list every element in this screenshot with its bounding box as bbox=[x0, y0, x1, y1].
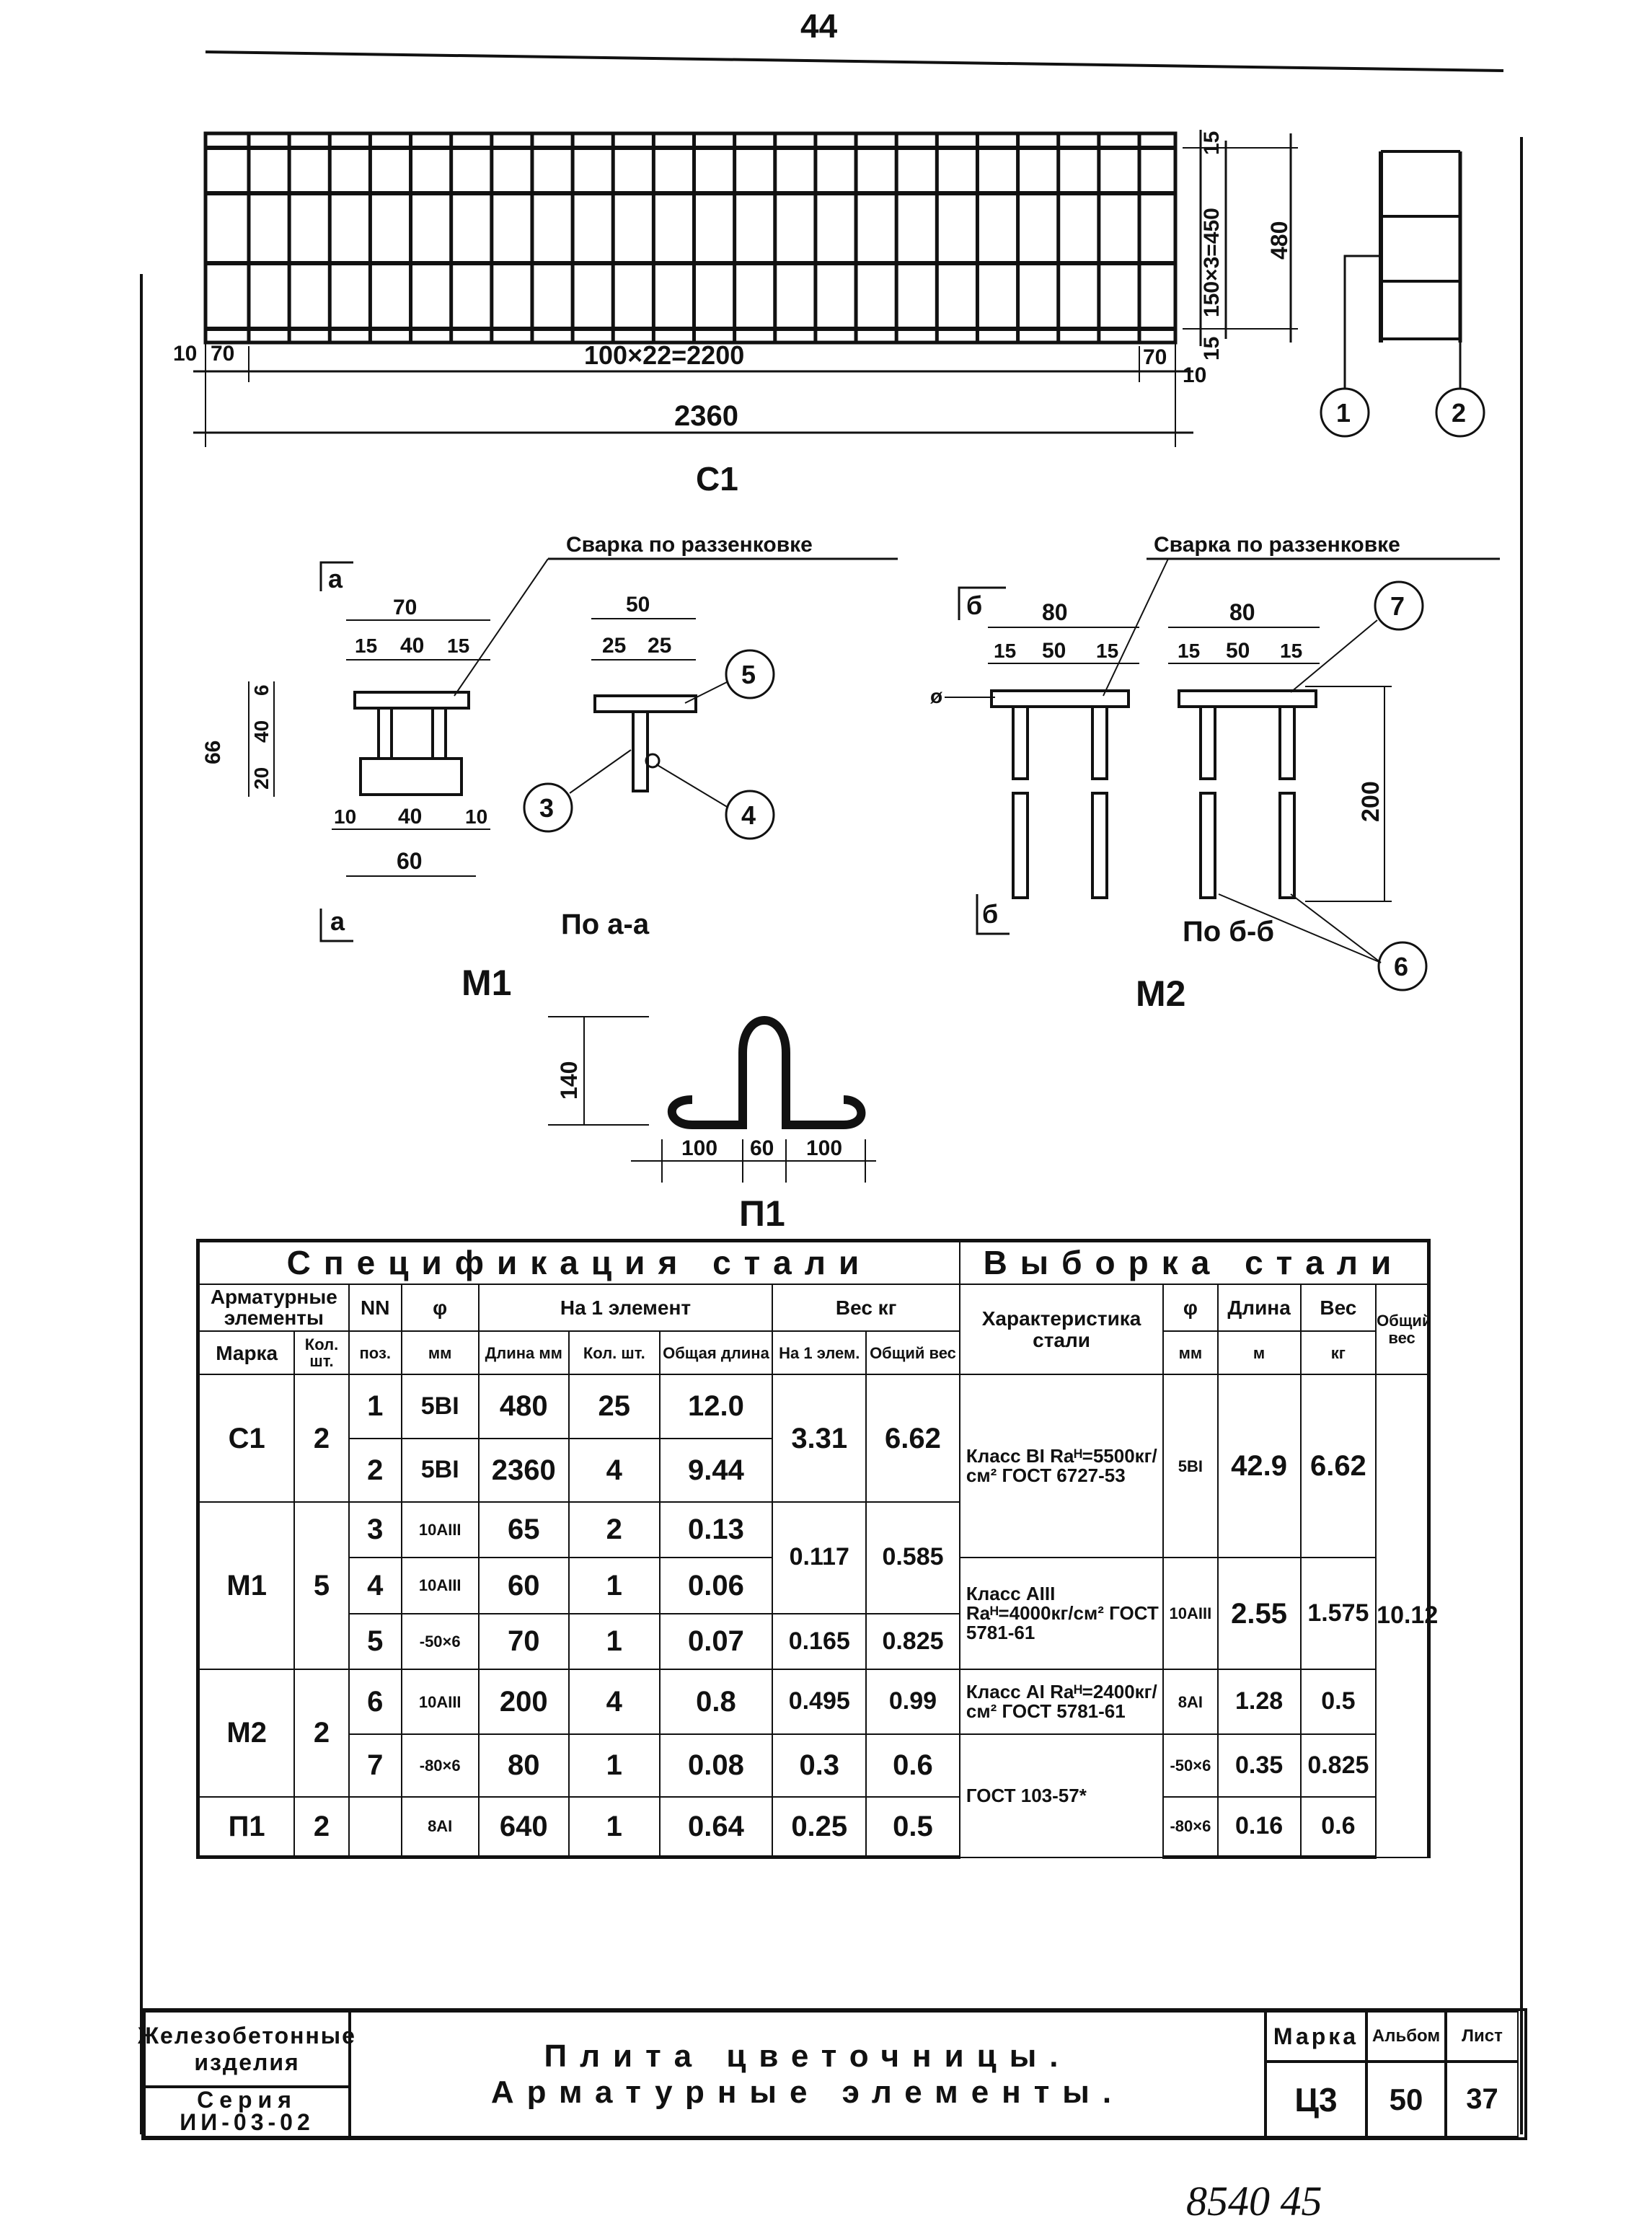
dim-m1-6: 6 bbox=[250, 684, 273, 696]
cell-sel-dia: 10AIII bbox=[1163, 1558, 1217, 1669]
m2-bar bbox=[1092, 707, 1107, 779]
cell-pos: 6 bbox=[349, 1669, 402, 1734]
cell-qty: 2 bbox=[569, 1502, 660, 1558]
table-row bbox=[198, 1374, 1429, 1438]
dim-length-2360: 2360 bbox=[674, 400, 738, 432]
dim-m1-40b: 40 bbox=[398, 805, 423, 829]
mark-c1: С1 bbox=[696, 460, 738, 498]
cell-pos: 7 bbox=[349, 1734, 402, 1796]
mark-p1: П1 bbox=[739, 1193, 785, 1234]
m2-weld-note: Сварка по раззенковке bbox=[1154, 533, 1400, 557]
cell-total-len: 12.0 bbox=[660, 1374, 773, 1438]
cell-total-len: 0.64 bbox=[660, 1797, 773, 1857]
dim-m1-15b: 15 bbox=[447, 635, 470, 657]
mark-m1: М1 bbox=[461, 963, 512, 1003]
cell-len: 65 bbox=[479, 1502, 570, 1558]
dim-m2-15a: 15 bbox=[994, 640, 1017, 662]
cell-mark: М1 bbox=[198, 1502, 295, 1669]
position-3-label: 3 bbox=[539, 793, 555, 823]
dim-p1-100a: 100 bbox=[681, 1136, 718, 1160]
m2-plate-left bbox=[991, 691, 1128, 707]
leader-line bbox=[454, 559, 548, 696]
cell-char: Класс AIII Raᴴ=4000кг/см² ГОСТ 5781-61 bbox=[960, 1558, 1163, 1669]
mesh-c1 bbox=[173, 130, 1484, 498]
stamp-series-label: Серия bbox=[144, 2087, 350, 2112]
dim-m1-25a: 25 bbox=[602, 634, 627, 658]
dim-m1-66: 66 bbox=[201, 740, 225, 764]
cell-pos bbox=[349, 1797, 402, 1857]
dim-m1-60: 60 bbox=[397, 848, 423, 874]
hdr-weight2: Вес bbox=[1301, 1284, 1377, 1331]
cell-pos: 1 bbox=[349, 1374, 402, 1438]
m1-plate-top bbox=[355, 692, 469, 708]
dim-p1-60: 60 bbox=[750, 1136, 774, 1160]
cell-count: 5 bbox=[294, 1502, 348, 1669]
cell-char: ГОСТ 103-57* bbox=[960, 1734, 1163, 1857]
cell-w1: 0.117 bbox=[772, 1502, 866, 1614]
cell-sel-dia: 8AI bbox=[1163, 1669, 1217, 1734]
dim-m1-40: 40 bbox=[400, 634, 425, 658]
section-a-top: а bbox=[328, 564, 343, 593]
cell-qty: 25 bbox=[569, 1374, 660, 1438]
dim-m1-25b: 25 bbox=[648, 634, 672, 658]
hdr-qty: Кол. шт. bbox=[294, 1331, 348, 1374]
cell-count: 2 bbox=[294, 1797, 348, 1857]
leader-line bbox=[1345, 256, 1381, 389]
cell-dia: 5BI bbox=[402, 1374, 479, 1438]
dim-spacing-horizontal: 100×22=2200 bbox=[584, 340, 745, 370]
cell-len: 640 bbox=[479, 1797, 570, 1857]
cell-qty: 4 bbox=[569, 1439, 660, 1502]
cell-len: 80 bbox=[479, 1734, 570, 1796]
cell-char: Класс BI Raᴴ=5500кг/см² ГОСТ 6727-53 bbox=[960, 1374, 1163, 1558]
cell-sel-w: 0.6 bbox=[1301, 1797, 1377, 1857]
cell-wt: 0.5 bbox=[866, 1797, 960, 1857]
m1-bar-right bbox=[433, 708, 446, 759]
dim-15-top: 15 bbox=[1200, 131, 1224, 155]
hdr-length2: Длина bbox=[1218, 1284, 1301, 1331]
stamp-hdr-mark: Марка bbox=[1265, 2011, 1366, 2062]
cell-char: Класс AI Raᴴ=2400кг/см² ГОСТ 5781-61 bbox=[960, 1669, 1163, 1734]
dim-15-bottom: 15 bbox=[1200, 336, 1224, 361]
cell-pos: 4 bbox=[349, 1558, 402, 1613]
hdr-m: м bbox=[1218, 1331, 1301, 1374]
cell-count: 2 bbox=[294, 1669, 348, 1796]
cell-total-len: 0.08 bbox=[660, 1734, 773, 1796]
stamp-mark: Ц3 bbox=[1265, 2062, 1366, 2137]
part-m2 bbox=[930, 533, 1500, 1014]
cell-w1: 0.25 bbox=[772, 1797, 866, 1857]
dim-p1-140: 140 bbox=[556, 1061, 582, 1100]
hdr-mm2: мм bbox=[1163, 1331, 1217, 1374]
cell-pos: 2 bbox=[349, 1439, 402, 1502]
cell-mark: С1 bbox=[198, 1374, 295, 1501]
stamp-title-line1: Плита цветочницы. bbox=[544, 2038, 1072, 2074]
section-a-caption: По а-а bbox=[561, 909, 650, 940]
hdr-mark: Марка bbox=[198, 1331, 295, 1374]
stamp-album: 50 bbox=[1366, 2062, 1446, 2137]
cell-sel-len: 0.35 bbox=[1218, 1734, 1301, 1796]
cell-total-len: 0.13 bbox=[660, 1502, 773, 1558]
cell-pos: 5 bbox=[349, 1614, 402, 1669]
dim-m1-10a: 10 bbox=[334, 805, 357, 828]
hdr-characteristic: Характеристика стали bbox=[960, 1284, 1163, 1375]
cell-total-len: 0.8 bbox=[660, 1669, 773, 1734]
dim-m2-15b: 15 bbox=[1096, 640, 1119, 662]
cell-mark: М2 bbox=[198, 1669, 295, 1796]
leader-line bbox=[1291, 894, 1381, 963]
p1-loop-shape bbox=[672, 1020, 862, 1125]
hdr-pos: поз. bbox=[349, 1331, 402, 1374]
section-a-bar bbox=[633, 712, 648, 791]
cell-len: 2360 bbox=[479, 1439, 570, 1502]
part-m1 bbox=[201, 533, 898, 1003]
cell-dia: 8AI bbox=[402, 1797, 479, 1857]
table-row bbox=[198, 1797, 1429, 1857]
sheet-number: 44 bbox=[800, 7, 838, 45]
cell-sel-w: 0.825 bbox=[1301, 1734, 1377, 1796]
m1-weld-note: Сварка по раззенковке bbox=[566, 533, 813, 557]
cell-dia: 10AIII bbox=[402, 1502, 479, 1558]
dim-m2-50a: 50 bbox=[1042, 639, 1066, 663]
dim-m2-50b: 50 bbox=[1226, 639, 1250, 663]
cell-sel-len: 2.55 bbox=[1218, 1558, 1301, 1669]
cell-w1: 0.495 bbox=[772, 1669, 866, 1734]
dim-m1-70: 70 bbox=[393, 596, 418, 619]
m2-bar bbox=[1280, 707, 1294, 779]
hdr-weight: Вес кг bbox=[772, 1284, 959, 1331]
spec-title: Спецификация стали bbox=[198, 1241, 960, 1284]
table-row bbox=[198, 1734, 1429, 1796]
cell-qty: 1 bbox=[569, 1734, 660, 1796]
hdr-elements: Арматурные элементы bbox=[198, 1284, 349, 1331]
dim-p1-100b: 100 bbox=[806, 1136, 843, 1160]
select-title: Выборка стали bbox=[960, 1241, 1429, 1284]
cell-dia: 5BI bbox=[402, 1439, 479, 1502]
leader-line bbox=[1291, 620, 1377, 692]
hdr-kg: кг bbox=[1301, 1331, 1377, 1374]
hdr-total-length: Общая длина bbox=[660, 1331, 773, 1374]
cell-sel-w: 6.62 bbox=[1301, 1374, 1377, 1558]
hdr-nn: NN bbox=[349, 1284, 402, 1331]
m2-plate-right bbox=[1179, 691, 1316, 707]
dim-m2-80b: 80 bbox=[1229, 599, 1255, 625]
hdr-total-weight: Общий вес bbox=[866, 1331, 960, 1374]
position-5-label: 5 bbox=[741, 660, 756, 689]
leader-line bbox=[685, 681, 728, 703]
hdr-per-element: На 1 элемент bbox=[479, 1284, 773, 1331]
header-rule bbox=[206, 52, 1503, 71]
mark-m2: М2 bbox=[1136, 973, 1186, 1014]
dim-m2-80a: 80 bbox=[1042, 599, 1068, 625]
dim-m2-200: 200 bbox=[1357, 781, 1384, 822]
section-b-caption: По б-б bbox=[1183, 916, 1275, 947]
dim-m1-20: 20 bbox=[250, 767, 273, 790]
stamp-hdr-album: Альбом bbox=[1366, 2011, 1446, 2062]
cell-sel-len: 1.28 bbox=[1218, 1669, 1301, 1734]
cell-wt: 0.6 bbox=[866, 1734, 960, 1796]
cell-qty: 4 bbox=[569, 1669, 660, 1734]
hdr-phi: φ bbox=[402, 1284, 479, 1331]
dim-10-right: 10 bbox=[1183, 363, 1207, 387]
cell-wt: 6.62 bbox=[866, 1374, 960, 1501]
stamp-sheet: 37 bbox=[1446, 2062, 1519, 2137]
cell-total-len: 0.07 bbox=[660, 1614, 773, 1669]
m2-bar bbox=[1013, 793, 1028, 898]
stamp-title-line2: Арматурные элементы. bbox=[490, 2074, 1125, 2110]
cell-dia: -80×6 bbox=[402, 1734, 479, 1796]
m2-bar bbox=[1280, 793, 1294, 898]
cell-sel-w: 0.5 bbox=[1301, 1669, 1377, 1734]
cell-sel-len: 0.16 bbox=[1218, 1797, 1301, 1857]
mesh-vertical-bars bbox=[249, 133, 1139, 343]
hdr-mm: мм bbox=[402, 1331, 479, 1374]
stamp-hdr-sheet: Лист bbox=[1446, 2011, 1519, 2062]
dim-m1-50: 50 bbox=[626, 593, 650, 617]
cell-len: 60 bbox=[479, 1558, 570, 1613]
cell-qty: 1 bbox=[569, 1797, 660, 1857]
m2-dia-mark: ø bbox=[930, 685, 943, 707]
handwritten-number: 8540 45 bbox=[1186, 2178, 1322, 2225]
cell-mark: П1 bbox=[198, 1797, 295, 1857]
dim-m2-15d: 15 bbox=[1280, 640, 1303, 662]
cell-sel-w: 1.575 bbox=[1301, 1558, 1377, 1669]
m2-bar bbox=[1201, 793, 1215, 898]
position-1-label: 1 bbox=[1336, 398, 1351, 428]
cell-len: 480 bbox=[479, 1374, 570, 1438]
cell-qty: 1 bbox=[569, 1614, 660, 1669]
cell-wt: 0.585 bbox=[866, 1502, 960, 1614]
cell-w1: 0.3 bbox=[772, 1734, 866, 1796]
hdr-total2: Общий вес bbox=[1376, 1284, 1428, 1375]
cell-sel-len: 42.9 bbox=[1218, 1374, 1301, 1558]
spec-table bbox=[196, 1239, 1439, 1859]
position-6-label: 6 bbox=[1394, 952, 1409, 981]
hdr-length: Длина мм bbox=[479, 1331, 570, 1374]
cell-len: 70 bbox=[479, 1614, 570, 1669]
cell-sel-dia: 5BI bbox=[1163, 1374, 1217, 1558]
cell-wt: 0.99 bbox=[866, 1669, 960, 1734]
position-2-label: 2 bbox=[1452, 398, 1467, 428]
section-b-top: б bbox=[966, 591, 983, 620]
cell-sel-dia: -80×6 bbox=[1163, 1797, 1217, 1857]
m2-bar bbox=[1092, 793, 1107, 898]
dim-10-left: 10 bbox=[173, 342, 198, 366]
cell-total-len: 9.44 bbox=[660, 1439, 773, 1502]
cell-sel-dia: -50×6 bbox=[1163, 1734, 1217, 1796]
dim-m1-10b: 10 bbox=[465, 805, 488, 828]
stamp-category: Железобетонные изделия bbox=[144, 2011, 350, 2087]
stamp-series: ИИ-03-02 bbox=[144, 2108, 350, 2137]
hdr-qty2: Кол. шт. bbox=[569, 1331, 660, 1374]
dim-height-480: 480 bbox=[1266, 221, 1292, 260]
dim-m2-15c: 15 bbox=[1178, 640, 1201, 662]
cell-len: 200 bbox=[479, 1669, 570, 1734]
dim-m1-40v: 40 bbox=[250, 720, 273, 743]
dim-70-left: 70 bbox=[211, 342, 235, 366]
section-a-plate bbox=[595, 696, 696, 712]
cell-dia: -50×6 bbox=[402, 1614, 479, 1669]
position-4-label: 4 bbox=[741, 800, 756, 830]
section-b-bottom: б bbox=[982, 899, 999, 929]
position-7-label: 7 bbox=[1390, 591, 1405, 621]
cell-w1: 0.165 bbox=[772, 1614, 866, 1669]
m2-bar bbox=[1013, 707, 1028, 779]
cell-count: 2 bbox=[294, 1374, 348, 1501]
cell-wt: 0.825 bbox=[866, 1614, 960, 1669]
m2-bar bbox=[1201, 707, 1215, 779]
cell-dia: 10AIII bbox=[402, 1558, 479, 1613]
hdr-phi2: φ bbox=[1163, 1284, 1217, 1331]
mesh-outline bbox=[206, 133, 1175, 343]
leader-line bbox=[656, 764, 728, 808]
stamp-title bbox=[350, 2011, 1265, 2137]
leader-line bbox=[570, 750, 631, 793]
cell-pos: 3 bbox=[349, 1502, 402, 1558]
table-row bbox=[198, 1669, 1429, 1734]
m1-plate-bottom bbox=[361, 759, 461, 795]
cell-total-len: 0.06 bbox=[660, 1558, 773, 1613]
hdr-per1: На 1 элем. bbox=[772, 1331, 866, 1374]
cell-grand-total: 10.12 bbox=[1376, 1374, 1428, 1857]
section-a-bottom: а bbox=[330, 906, 345, 936]
cell-dia: 10AIII bbox=[402, 1669, 479, 1734]
title-block bbox=[138, 2008, 1527, 2140]
cell-w1: 3.31 bbox=[772, 1374, 866, 1501]
dim-70-right: 70 bbox=[1143, 345, 1167, 369]
part-p1 bbox=[548, 1017, 876, 1234]
m1-bar-left bbox=[379, 708, 392, 759]
dim-m1-15a: 15 bbox=[355, 635, 378, 657]
cell-qty: 1 bbox=[569, 1558, 660, 1613]
dim-spacing-vertical: 150×3=450 bbox=[1200, 208, 1224, 317]
